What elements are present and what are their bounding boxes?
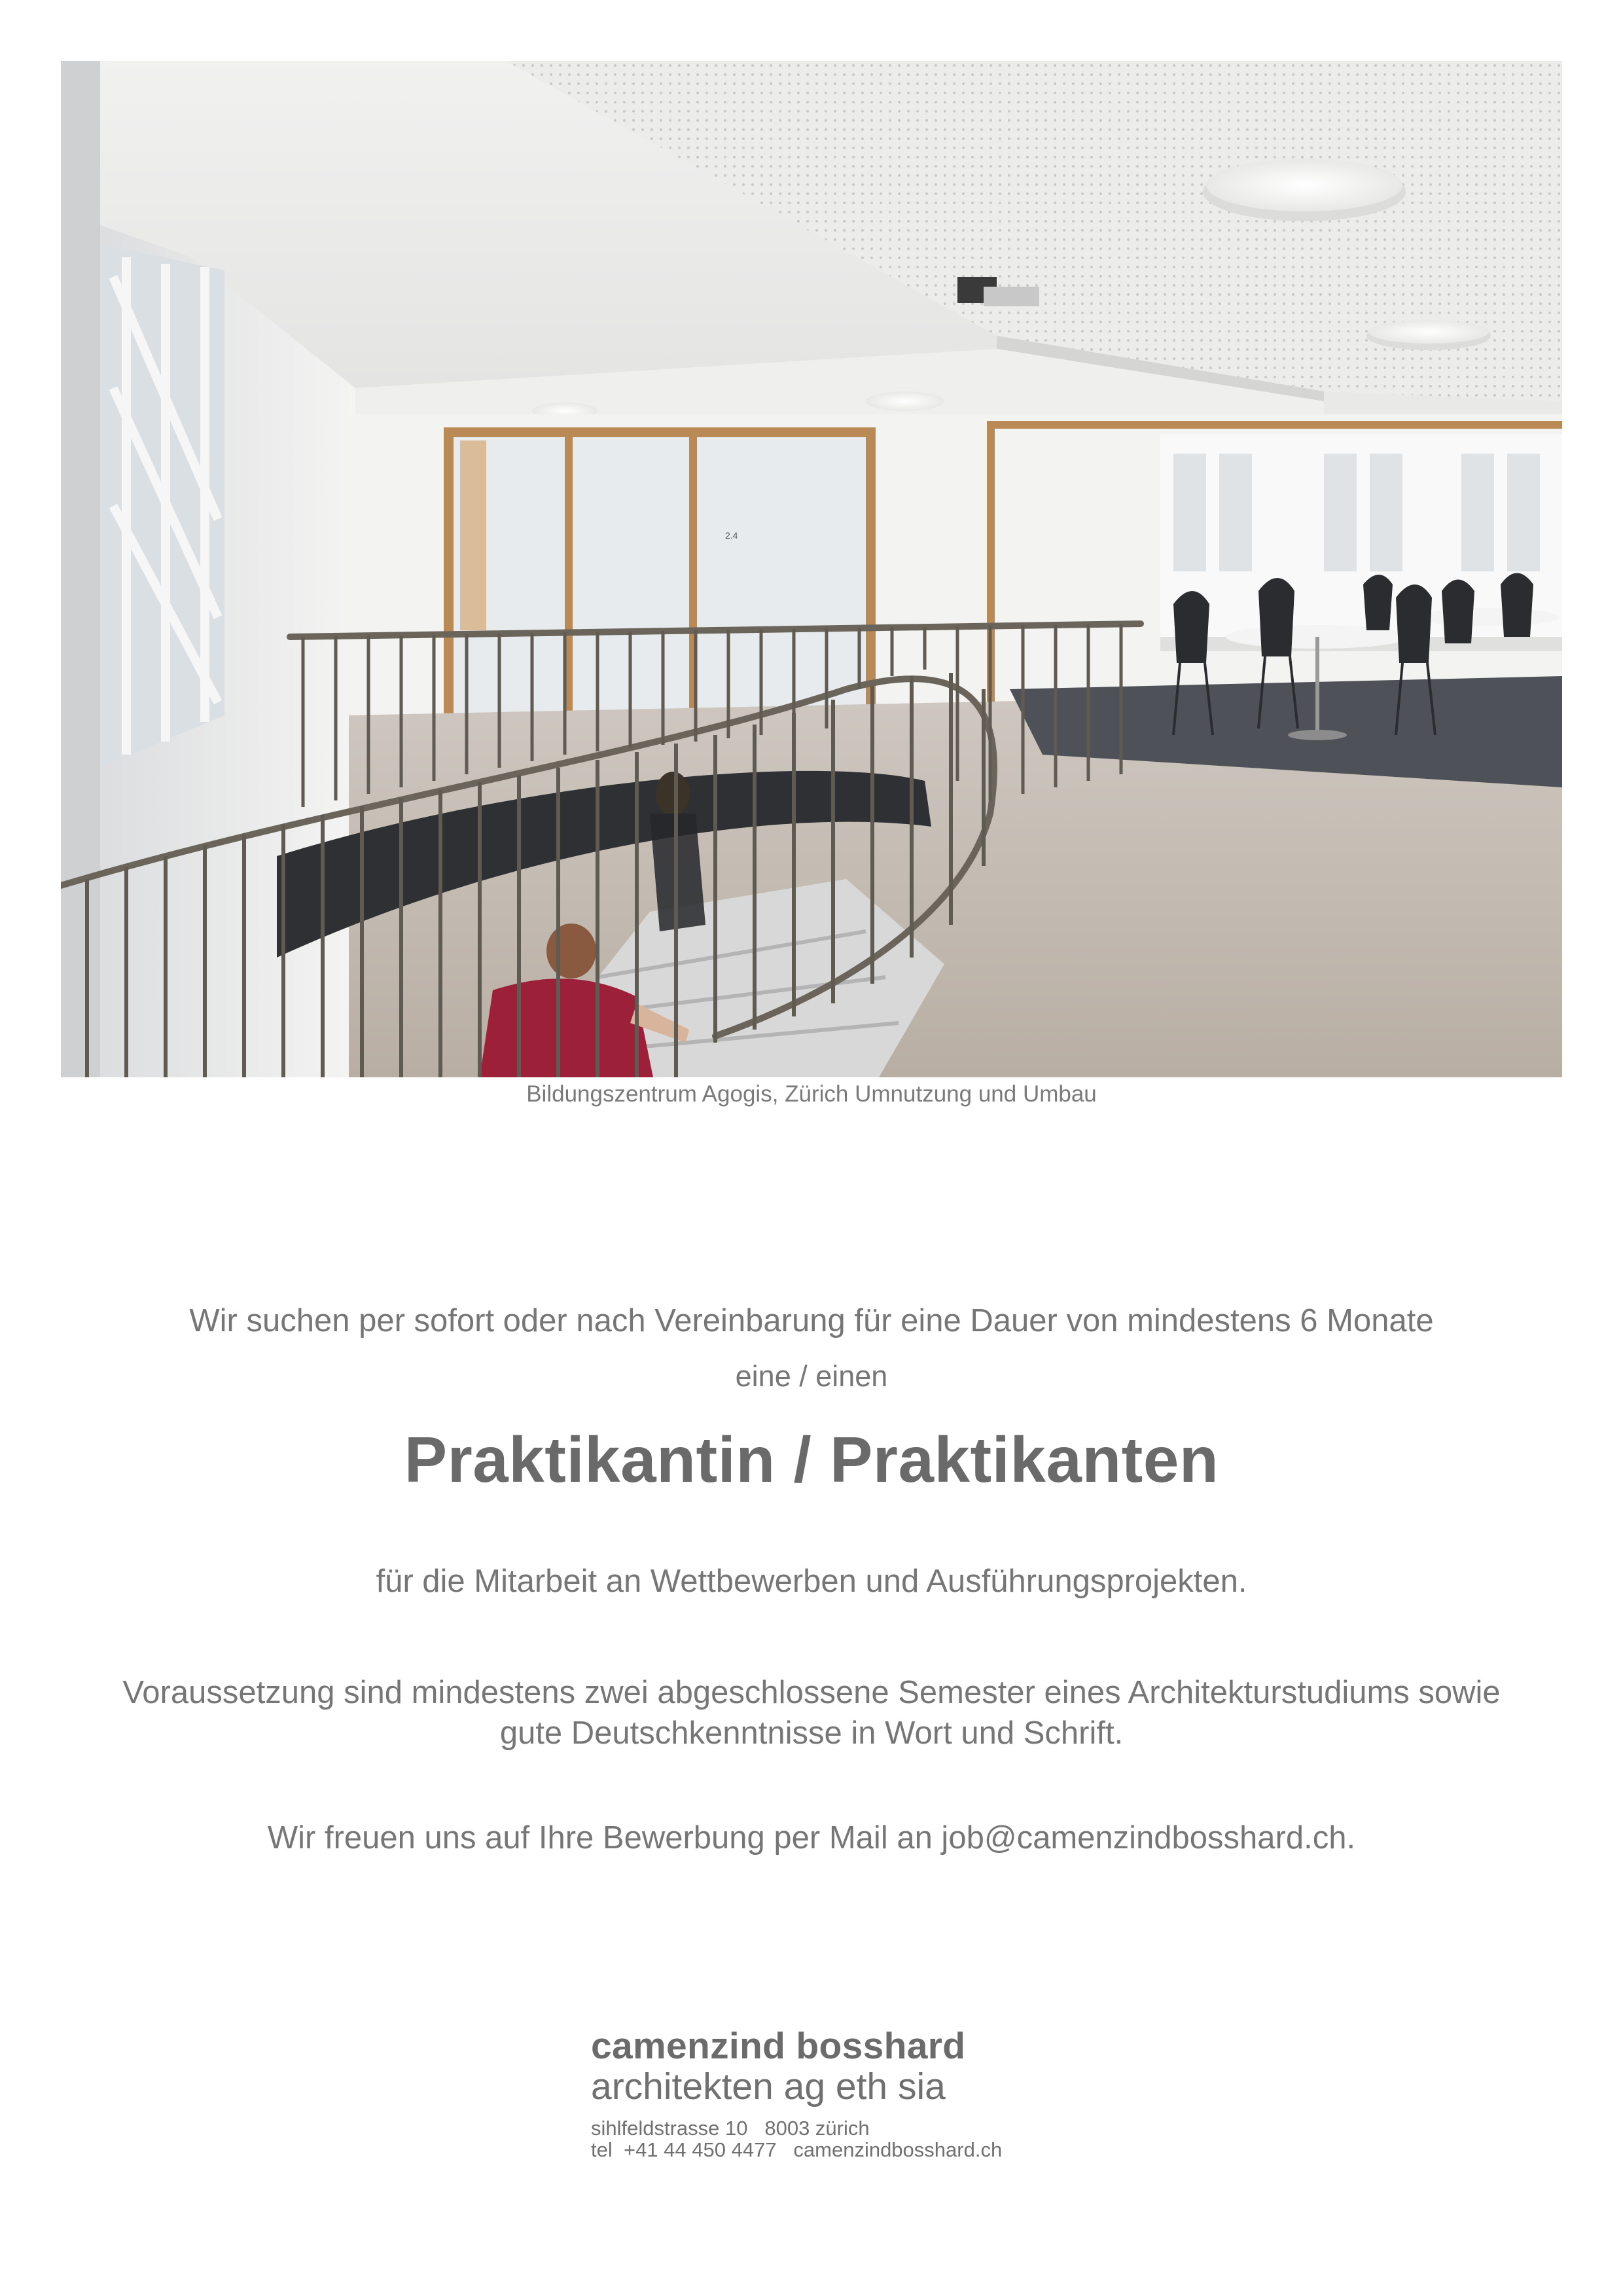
purpose-text: für die Mitarbeit an Wettbewerben und Ausführungsprojekten. (376, 1564, 1247, 1599)
interior-staircase-illustration (61, 61, 1562, 1077)
company-name: camenzind bosshard (591, 2025, 966, 2067)
company-logo (591, 2026, 1002, 2161)
contact-line: tel +41 44 450 4477 camenzindbosshard.ch (591, 2138, 1003, 2161)
company-subtitle: architekten ag eth sia (591, 2066, 946, 2108)
apply-text: Wir freuen uns auf Ihre Bewerbung per Mail an job@camenzindbosshard.ch. (267, 1820, 1356, 1856)
company-address (591, 2117, 1002, 2161)
address-line: sihlfeldstrasse 10 8003 zürich (591, 2117, 870, 2140)
photo-caption: Bildungszentrum Agogis, Zürich Umnutzung und Umbau (526, 1081, 1097, 1107)
job-title: Praktikantin / Praktikanten (404, 1424, 1219, 1496)
requirements-line-2: gute Deutschkenntnisse in Wort und Schrift. (499, 1715, 1124, 1751)
article-text: eine / einen (735, 1359, 888, 1393)
hero-photo (61, 61, 1562, 1077)
intro-text: Wir suchen per sofort oder nach Vereinbarung für eine Dauer von mindestens 6 Monate (189, 1303, 1434, 1338)
requirements-text (92, 1672, 1531, 1753)
room-number-label: 2.4 (725, 530, 738, 541)
requirements-line-1: Voraussetzung sind mindestens zwei abgeschlossene Semester eines Architekturstudiums sowie (122, 1675, 1501, 1710)
